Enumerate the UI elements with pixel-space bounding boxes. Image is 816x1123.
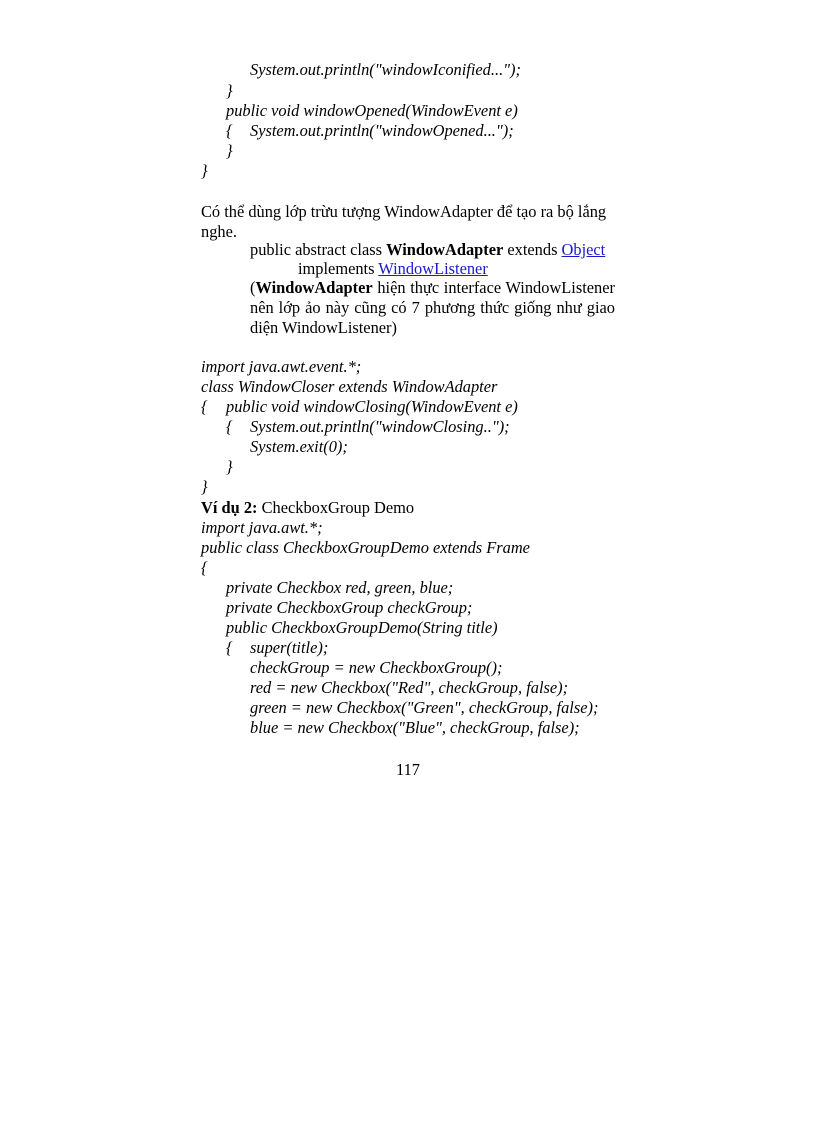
code-line: private Checkbox red, green, blue; — [226, 578, 454, 597]
example-title: CheckboxGroup Demo — [257, 498, 415, 517]
window-listener-link[interactable]: WindowListener — [378, 259, 488, 278]
note-bold-class: WindowAdapter — [255, 278, 373, 297]
code-line: public CheckboxGroupDemo(String title) — [226, 618, 498, 637]
example-label: Ví dụ 2: — [201, 498, 258, 517]
code-line: blue = new Checkbox("Blue", checkGroup, false); — [250, 718, 580, 737]
code-line: { — [226, 121, 233, 140]
code-line: public void windowClosing(WindowEvent e) — [226, 397, 518, 416]
page-number: 117 — [396, 760, 420, 779]
note-paren: ( — [250, 278, 256, 297]
code-line: import java.awt.event.*; — [201, 357, 362, 376]
note-line: diện WindowListener) — [250, 318, 397, 337]
code-line: public void windowOpened(WindowEvent e) — [226, 101, 518, 120]
object-link[interactable]: Object — [561, 240, 606, 259]
code-line: System.out.println("windowClosing.."); — [250, 417, 510, 436]
paragraph-line: nghe. — [201, 222, 237, 241]
code-line: public class CheckboxGroupDemo extends Frame — [201, 538, 530, 557]
note-line: nên lớp ảo này cũng có 7 phương thức giống như giao — [250, 298, 615, 317]
code-line: { — [226, 417, 233, 436]
code-line: } — [201, 477, 208, 496]
code-line: { — [201, 397, 208, 416]
code-line: } — [226, 81, 233, 100]
code-line: private CheckboxGroup checkGroup; — [226, 598, 473, 617]
note-line — [250, 278, 615, 298]
code-line: class WindowCloser extends WindowAdapter — [201, 377, 498, 396]
code-line: checkGroup = new CheckboxGroup(); — [250, 658, 503, 677]
code-line: } — [226, 141, 233, 160]
declaration-line — [250, 240, 605, 260]
declaration-implements: implements — [298, 259, 379, 278]
implements-line — [298, 259, 488, 279]
declaration-prefix: public abstract class — [250, 240, 387, 259]
code-line: System.exit(0); — [250, 437, 348, 456]
declaration-extends: extends — [503, 240, 562, 259]
code-line: System.out.println("windowOpened..."); — [250, 121, 514, 140]
code-line: { — [226, 638, 233, 657]
code-line: green = new Checkbox("Green", checkGroup, false); — [250, 698, 599, 717]
code-line: { — [201, 558, 208, 577]
code-line: super(title); — [250, 638, 329, 657]
note-text: hiện thực interface WindowListener — [372, 278, 615, 297]
example-heading — [201, 498, 414, 518]
code-line: } — [226, 457, 233, 476]
code-line: import java.awt.*; — [201, 518, 323, 537]
code-line: System.out.println("windowIconified..."); — [250, 60, 521, 79]
code-line: } — [201, 161, 208, 180]
declaration-class-name: WindowAdapter — [386, 240, 504, 259]
code-line: red = new Checkbox("Red", checkGroup, false); — [250, 678, 569, 697]
paragraph-line: Có thể dùng lớp trừu tượng WindowAdapter để tạo ra bộ lắng — [201, 202, 607, 221]
